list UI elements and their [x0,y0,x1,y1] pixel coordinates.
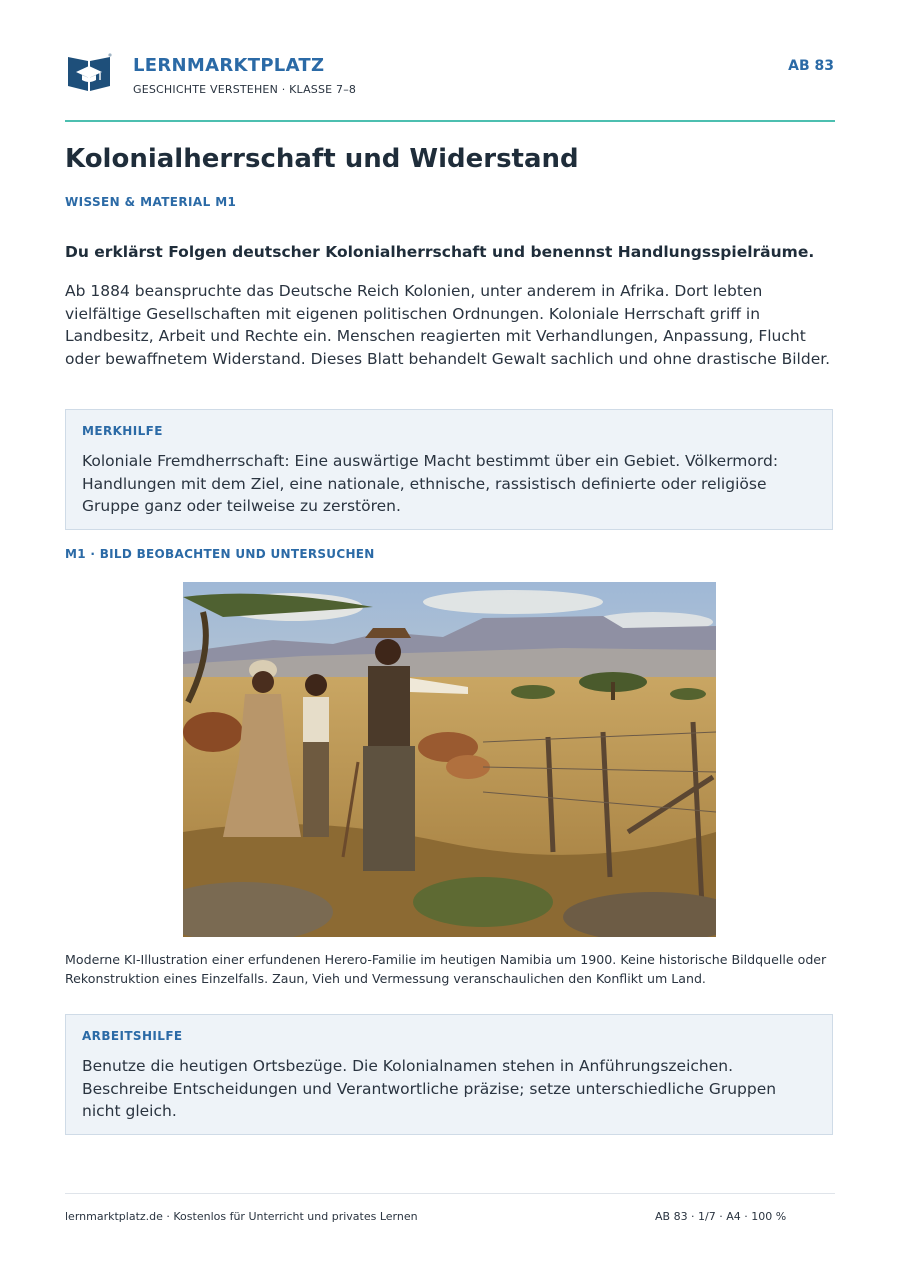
graduation-cap-book-icon [66,53,112,93]
arbeitshilfe-box [65,1014,833,1135]
page-title: Kolonialherrschaft und Widerstand [65,144,579,174]
brand-subtitle: GESCHICHTE VERSTEHEN · KLASSE 7–8 [133,83,357,96]
herero-family-illustration [183,582,716,937]
header-divider [65,120,835,122]
intro-paragraph: Ab 1884 beanspruchte das Deutsche Reich Kolonien, unter anderem in Afrika. Dort lebten vielfältige Gesellschaften mit eigenen politischen Ordnungen. Koloniale Herrschaft griff in Landbesitz, Arbeit und Rechte ein. Menschen reagierten mit Verhandlungen, Anpassung, Flucht oder bewaffnetem Widerstand. Dieses Blatt behandelt Gewalt sachlich und ohne drastische Bilder. [65,282,831,369]
illustration-caption: Moderne KI-Illustration einer erfundenen Herero-Familie im heutigen Namibia um 1900. Keine historische Bildquelle oder Rekonstruktion eines Einzelfalls. Zaun, Vieh und Vermessung veranschaulichen den Konflikt um Land. [65,952,827,986]
sheet-id: AB 83 [788,58,834,74]
section-label: WISSEN & MATERIAL M1 [65,195,237,209]
arbeitshilfe-label: ARBEITSHILFE [82,1029,183,1043]
merkhilfe-label: MERKHILFE [82,424,163,438]
brand-name: LERNMARKTPLATZ [133,55,325,76]
footer-website: lernmarktplatz.de · Kostenlos für Unterricht und privates Lernen [65,1210,418,1223]
merkhilfe-box [65,409,833,530]
material-label: M1 · BILD BEOBACHTEN UND UNTERSUCHEN [65,547,375,561]
footer-page-info: AB 83 · 1/7 · A4 · 100 % [655,1210,787,1223]
learning-goal: Du erklärst Folgen deutscher Kolonialherrschaft und benennst Handlungsspielräume. [65,243,815,261]
merkhilfe-text: Koloniale Fremdherrschaft: Eine auswärtige Macht bestimmt über ein Gebiet. Völkermord: Handlungen mit dem Ziel, eine nationale, ethnische, rassistisch definierte oder religiöse Gruppe ganz oder teilweise zu zerstören. [82,452,779,516]
arbeitshilfe-text: Benutze die heutigen Ortsbezüge. Die Kolonialnamen stehen in Anführungszeichen. Beschreibe Entscheidungen und Verantwortliche präzise; setze unterschiedliche Gruppen nicht gleich. [82,1057,777,1121]
footer-divider [65,1193,835,1194]
